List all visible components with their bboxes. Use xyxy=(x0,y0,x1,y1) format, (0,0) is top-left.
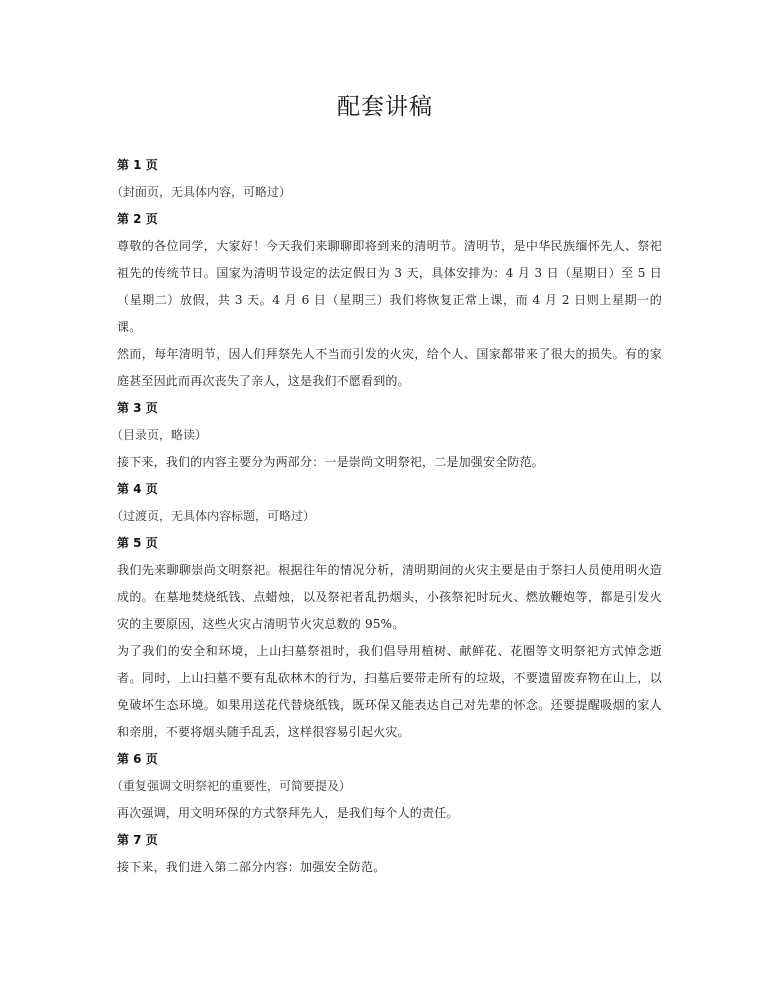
section-note: （目录页，略读） xyxy=(111,428,208,442)
section-heading: 第 2 页 xyxy=(117,212,158,226)
section-paragraph: 接下来，我们进入第二部分内容：加强安全防范。 xyxy=(117,860,386,874)
section-paragraph: 然而，每年清明节，因人们拜祭先人不当而引发的火灾，给个人、国家都带来了很大的损失。有的家庭甚至因此而再次丧失了亲人，这是我们不愿看到的。 xyxy=(117,347,662,388)
section-heading: 第 6 页 xyxy=(117,752,158,766)
section-paragraph: 接下来，我们的内容主要分为两部分：一是崇尚文明祭祀，二是加强安全防范。 xyxy=(117,455,545,469)
section-page-6 xyxy=(111,746,662,827)
section-paragraph: 我们先来聊聊崇尚文明祭祀。根据往年的情况分析，清明期间的火灾主要是由于祭扫人员使用明火造成的。在墓地焚烧纸钱、点蜡烛，以及祭祀者乱扔烟头，小孩祭祀时玩火、燃放鞭炮等，都是引发火灾的主要原因，这些火灾占清明节火灾总数的 95%。 xyxy=(117,563,662,631)
section-page-7 xyxy=(117,827,662,881)
section-paragraph: 为了我们的安全和环境，上山扫墓祭祖时，我们倡导用植树、献鲜花、花圈等文明祭祀方式悼念逝者。同时，上山扫墓不要有乱砍林木的行为，扫墓后要带走所有的垃圾，不要遗留废弃物在山上，以免破坏生态环境。如果用送花代替烧纸钱，既环保又能表达自己对先辈的怀念。还要提醒吸烟的家人和亲朋，不要将烟头随手乱丢，这样很容易引起火灾。 xyxy=(117,644,662,739)
section-page-1 xyxy=(111,152,662,206)
section-note: （过渡页，无具体内容标题，可略过） xyxy=(111,509,316,523)
section-heading: 第 3 页 xyxy=(117,401,158,415)
section-page-5 xyxy=(117,530,662,746)
section-heading: 第 4 页 xyxy=(117,482,158,496)
section-note: （封面页，无具体内容，可略过） xyxy=(111,185,292,199)
document-title: 配套讲稿 xyxy=(337,94,433,120)
section-page-3 xyxy=(111,395,662,476)
section-heading: 第 5 页 xyxy=(117,536,158,550)
section-page-2 xyxy=(117,206,662,395)
document-body xyxy=(111,152,662,881)
section-heading: 第 1 页 xyxy=(117,158,158,172)
section-paragraph: 尊敬的各位同学，大家好！今天我们来聊聊即将到来的清明节。清明节，是中华民族缅怀先人、祭祀祖先的传统节日。国家为清明节设定的法定假日为 3 天，具体安排为：4 月 3 日（星期日）至 5 日（星期二）放假，共 3 天。4 月 6 日（星期三）我们将恢复正常上课，而 4 月 2 日则上星期一的课。 xyxy=(117,239,662,334)
section-note: （重复强调文明祭祀的重要性，可简要提及） xyxy=(111,779,352,793)
section-paragraph: 再次强调，用文明环保的方式祭拜先人，是我们每个人的责任。 xyxy=(117,806,459,820)
section-heading: 第 7 页 xyxy=(117,833,158,847)
section-page-4 xyxy=(111,476,662,530)
